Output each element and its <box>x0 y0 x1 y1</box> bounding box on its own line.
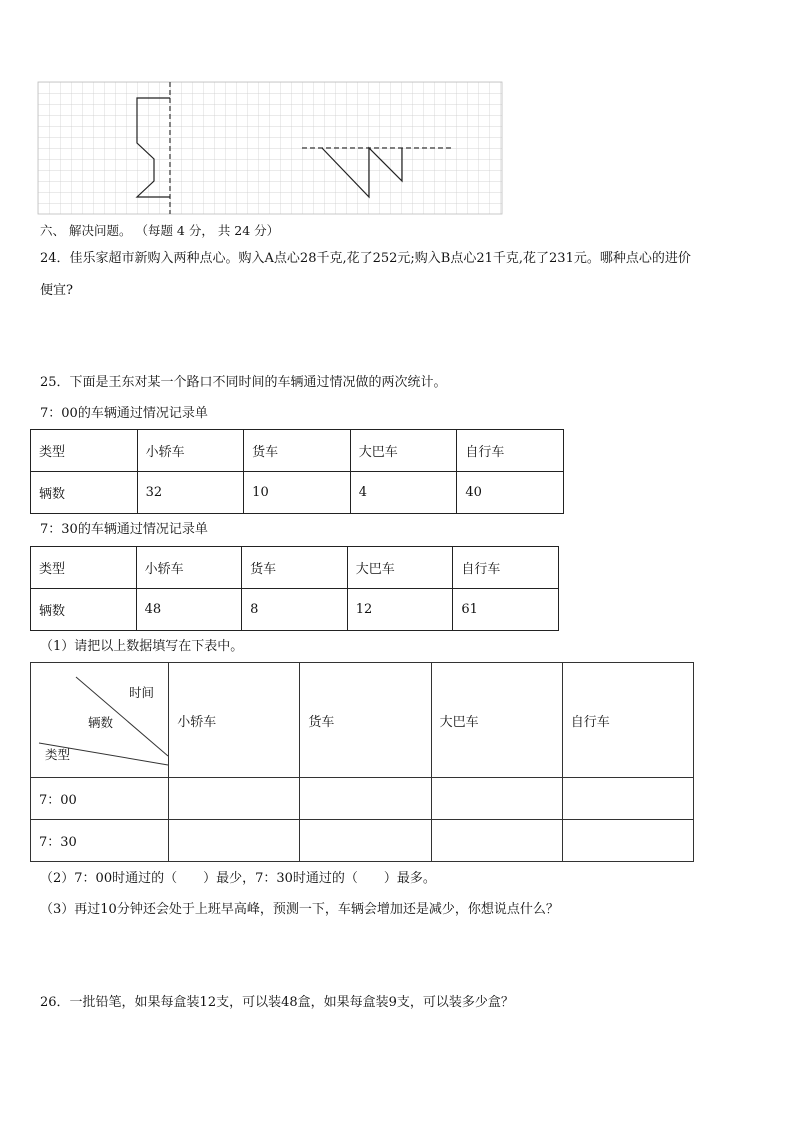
answer-cell[interactable] <box>300 778 431 820</box>
table2-caption: 7：30的车辆通过情况记录单 <box>40 522 208 537</box>
table-cell: 48 <box>136 589 242 631</box>
table2 <box>30 546 559 631</box>
table-cell: 61 <box>453 589 559 631</box>
table-cell: 大巴车 <box>347 547 453 589</box>
column-header: 自行车 <box>562 663 693 778</box>
fill-in-table <box>30 662 694 862</box>
table-cell: 自行车 <box>457 430 564 472</box>
question-26: 26．一批铅笔，如果每盒装12支，可以装48盒，如果每盒装9支，可以装多少盒？ <box>40 995 514 1010</box>
table-cell: 辆数 <box>31 472 138 514</box>
table-cell: 10 <box>244 472 351 514</box>
answer-cell[interactable] <box>562 778 693 820</box>
table-cell: 小轿车 <box>137 430 244 472</box>
answer-cell[interactable] <box>169 778 300 820</box>
table1 <box>30 429 564 514</box>
row-header: 7：30 <box>31 820 169 862</box>
section-title: 六、 解决问题。 （每题 4 分， 共 24 分） <box>40 223 280 238</box>
table-cell: 大巴车 <box>350 430 457 472</box>
column-header: 大巴车 <box>431 663 562 778</box>
answer-cell[interactable] <box>300 820 431 862</box>
table-cell: 辆数 <box>31 589 137 631</box>
table-cell: 自行车 <box>453 547 559 589</box>
table-cell: 12 <box>347 589 453 631</box>
table2-header-row <box>31 547 559 589</box>
column-header: 货车 <box>300 663 431 778</box>
table-cell: 8 <box>242 589 348 631</box>
fill-in-table-header-row <box>31 663 694 778</box>
table2-data-row <box>31 589 559 631</box>
table-cell: 40 <box>457 472 564 514</box>
answer-cell[interactable] <box>431 778 562 820</box>
question-25-intro: 25．下面是王东对某一个路口不同时间的车辆通过情况做的两次统计。 <box>40 375 447 390</box>
corner-label-type: 类型 <box>45 747 71 762</box>
table-cell: 4 <box>350 472 457 514</box>
table1-caption: 7：00的车辆通过情况记录单 <box>40 406 208 421</box>
part-1-instruction: （1）请把以上数据填写在下表中。 <box>40 639 244 654</box>
table-cell: 类型 <box>31 430 138 472</box>
table-cell: 货车 <box>242 547 348 589</box>
fill-in-row-730 <box>31 820 694 862</box>
part-3-question: （3）再过10分钟还会处于上班早高峰，预测一下，车辆会增加还是减少，你想说点什么？ <box>40 902 559 917</box>
table1-header-row <box>31 430 564 472</box>
table-cell: 货车 <box>244 430 351 472</box>
table1-data-row <box>31 472 564 514</box>
table-cell: 32 <box>137 472 244 514</box>
part-2-question: （2）7：00时通过的（ ）最少，7：30时通过的（ ）最多。 <box>40 871 436 886</box>
diagonal-header-cell <box>31 663 169 778</box>
question-24-line1: 24．佳乐家超市新购入两种点心。购入A点心28千克,花了252元;购入B点心21千克,花了231元。哪种点心的进价 <box>40 251 691 266</box>
answer-cell[interactable] <box>431 820 562 862</box>
grid-figure <box>0 0 794 220</box>
column-header: 小轿车 <box>169 663 300 778</box>
fill-in-row-700 <box>31 778 694 820</box>
table-cell: 类型 <box>31 547 137 589</box>
answer-cell[interactable] <box>169 820 300 862</box>
question-24-line2: 便宜? <box>40 283 73 298</box>
corner-label-count: 辆数 <box>88 715 114 730</box>
answer-cell[interactable] <box>562 820 693 862</box>
corner-label-time: 时间 <box>129 685 155 700</box>
table-cell: 小轿车 <box>136 547 242 589</box>
row-header: 7：00 <box>31 778 169 820</box>
